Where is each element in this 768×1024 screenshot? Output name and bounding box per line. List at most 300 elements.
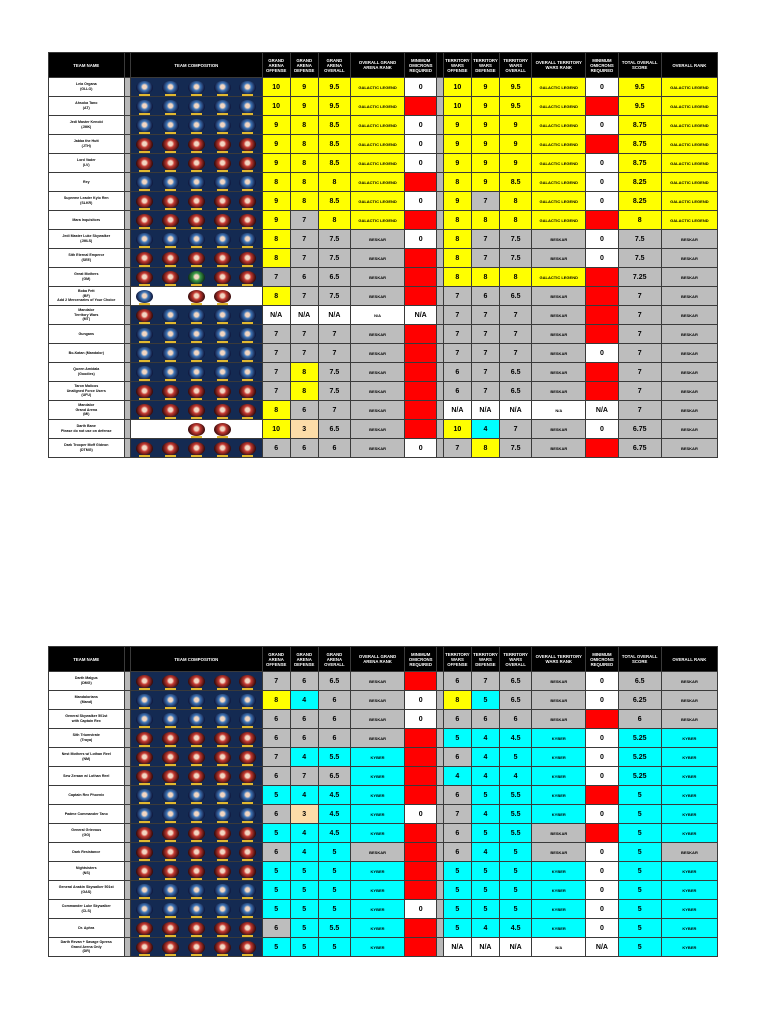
- total-score-cell: 5.25: [618, 729, 661, 748]
- team-name-cell: Sith Eternal Emperor (SEE): [49, 249, 125, 268]
- header-grand-arena-offense: GRAND ARENA OFFENSE: [262, 53, 290, 78]
- tw-rank-cell: BESKAR: [532, 420, 586, 439]
- character-portrait-icon: [162, 385, 179, 398]
- ga-offense-cell: 5: [262, 900, 290, 919]
- team-composition-cell: [131, 173, 263, 192]
- character-portrait-icon: [214, 846, 231, 859]
- ga-omicrons-cell: 1: [405, 97, 437, 116]
- ga-offense-cell: 7: [262, 672, 290, 691]
- team-name-cell: Sew Zeraan w/ Lothan Reel: [49, 767, 125, 786]
- character-portrait-icon: [162, 941, 179, 954]
- character-portrait-icon: [188, 328, 205, 341]
- tw-overall-cell: 9.5: [499, 97, 531, 116]
- character-portrait-icon: [162, 100, 179, 113]
- team-composition-cell: [131, 135, 263, 154]
- header-grand-arena-defense: GRAND ARENA DEFENSE: [290, 53, 318, 78]
- tw-defense-cell: 7: [471, 344, 499, 363]
- ga-rank-cell: N/A: [351, 306, 405, 325]
- character-portrait-icon: [136, 81, 153, 94]
- total-score-cell: 8.75: [618, 154, 661, 173]
- character-portrait-icon: [214, 922, 231, 935]
- team-composition-cell: [131, 249, 263, 268]
- character-portrait-icon: [136, 404, 153, 417]
- character-portrait-icon: [239, 100, 256, 113]
- tw-rank-cell: BESKAR: [532, 344, 586, 363]
- tw-omicrons-cell: 1: [586, 306, 618, 325]
- team-name-cell: Taron Malicos Unaligned Force Users (UFU): [49, 382, 125, 401]
- character-portrait-icon: [136, 100, 153, 113]
- overall-rank-cell: KYBER: [661, 881, 717, 900]
- character-portrait-icon: [162, 157, 179, 170]
- ga-defense-cell: 8: [290, 173, 318, 192]
- tw-offense-cell: 5: [443, 881, 471, 900]
- character-portrait-icon: [162, 423, 179, 436]
- tw-defense-cell: 5: [471, 900, 499, 919]
- tw-offense-cell: 6: [443, 363, 471, 382]
- tw-omicrons-cell: 0: [586, 767, 618, 786]
- tw-overall-cell: N/A: [499, 401, 531, 420]
- total-score-cell: 7.5: [618, 230, 661, 249]
- overall-rank-cell: BESKAR: [661, 420, 717, 439]
- ga-rank-cell: GALACTIC LEGEND: [351, 135, 405, 154]
- ga-overall-cell: 5: [318, 843, 350, 862]
- table-row: [49, 116, 718, 135]
- overall-rank-cell: BESKAR: [661, 249, 717, 268]
- team-composition-cell: [131, 843, 263, 862]
- ga-rank-cell: GALACTIC LEGEND: [351, 192, 405, 211]
- ga-omicrons-cell: 1: [405, 401, 437, 420]
- portrait-strip: [132, 421, 261, 438]
- portrait-strip: [132, 692, 261, 709]
- total-score-cell: 6: [618, 710, 661, 729]
- tw-omicrons-cell: 0: [586, 230, 618, 249]
- overall-rank-cell: BESKAR: [661, 268, 717, 287]
- character-portrait-icon: [188, 713, 205, 726]
- character-portrait-icon: [136, 808, 153, 821]
- table-row: [49, 691, 718, 710]
- character-portrait-icon: [214, 865, 231, 878]
- ga-omicrons-cell: 0: [405, 192, 437, 211]
- character-portrait-icon: [239, 922, 256, 935]
- overall-rank-cell: KYBER: [661, 729, 717, 748]
- table-row: [49, 97, 718, 116]
- ga-defense-cell: 6: [290, 268, 318, 287]
- overall-rank-cell: KYBER: [661, 824, 717, 843]
- total-score-cell: 7.25: [618, 268, 661, 287]
- character-portrait-icon: [214, 423, 231, 436]
- tw-defense-cell: 4: [471, 748, 499, 767]
- tw-rank-cell: KYBER: [532, 748, 586, 767]
- header-team-composition: TEAM COMPOSITION: [131, 647, 263, 672]
- character-portrait-icon: [162, 884, 179, 897]
- tw-offense-cell: 10: [443, 97, 471, 116]
- team-name-cell: Lord Vader (LV): [49, 154, 125, 173]
- ga-omicrons-cell: N/A: [405, 306, 437, 325]
- ga-offense-cell: 7: [262, 268, 290, 287]
- team-name-cell: Nightsisters (NS): [49, 862, 125, 881]
- ga-rank-cell: GALACTIC LEGEND: [351, 97, 405, 116]
- ga-defense-cell: 8: [290, 192, 318, 211]
- character-portrait-icon: [214, 694, 231, 707]
- table-row: [49, 919, 718, 938]
- total-score-cell: 9.5: [618, 78, 661, 97]
- team-composition-cell: [131, 344, 263, 363]
- character-portrait-icon: [214, 214, 231, 227]
- ga-omicrons-cell: 0: [405, 230, 437, 249]
- character-portrait-icon: [188, 290, 205, 303]
- character-portrait-icon: [239, 404, 256, 417]
- overall-rank-cell: KYBER: [661, 805, 717, 824]
- ga-rank-cell: BESKAR: [351, 729, 405, 748]
- ga-offense-cell: 7: [262, 325, 290, 344]
- tw-overall-cell: 4.5: [499, 729, 531, 748]
- character-portrait-icon: [188, 404, 205, 417]
- portrait-strip: [132, 673, 261, 690]
- character-portrait-icon: [162, 922, 179, 935]
- overall-rank-cell: BESKAR: [661, 325, 717, 344]
- character-portrait-icon: [239, 157, 256, 170]
- ga-defense-cell: 6: [290, 401, 318, 420]
- ga-omicrons-cell: 1: [405, 344, 437, 363]
- character-portrait-icon: [214, 404, 231, 417]
- tw-defense-cell: 8: [471, 211, 499, 230]
- tw-overall-cell: 6.5: [499, 363, 531, 382]
- header-overall-grand-arena-rank: OVERALL GRAND ARENA RANK: [351, 647, 405, 672]
- tw-rank-cell: KYBER: [532, 767, 586, 786]
- ga-rank-cell: BESKAR: [351, 420, 405, 439]
- overall-rank-cell: KYBER: [661, 900, 717, 919]
- tw-overall-cell: 4.5: [499, 919, 531, 938]
- team-name-cell: Commander Luke Skywalker (CLS): [49, 900, 125, 919]
- character-portrait-icon: [214, 732, 231, 745]
- character-portrait-icon: [136, 922, 153, 935]
- character-portrait-icon: [188, 214, 205, 227]
- team-name-cell: Darth Bane Please do not use on defense: [49, 420, 125, 439]
- portrait-strip: [132, 768, 261, 785]
- ga-rank-cell: BESKAR: [351, 230, 405, 249]
- tw-overall-cell: 5.5: [499, 786, 531, 805]
- tw-defense-cell: 7: [471, 382, 499, 401]
- character-portrait-icon: [214, 713, 231, 726]
- ga-omicrons-cell: 2: [405, 919, 437, 938]
- ga-overall-cell: 9.5: [318, 97, 350, 116]
- character-portrait-icon: [136, 789, 153, 802]
- overall-rank-cell: GALACTIC LEGEND: [661, 154, 717, 173]
- tw-offense-cell: N/A: [443, 938, 471, 957]
- portrait-strip: [132, 730, 261, 747]
- overall-rank-cell: KYBER: [661, 919, 717, 938]
- ga-overall-cell: 7.5: [318, 382, 350, 401]
- ga-defense-cell: 7: [290, 344, 318, 363]
- ga-rank-cell: GALACTIC LEGEND: [351, 78, 405, 97]
- character-portrait-icon: [239, 941, 256, 954]
- table-row: [49, 881, 718, 900]
- ga-rank-cell: KYBER: [351, 805, 405, 824]
- header-team-composition: TEAM COMPOSITION: [131, 53, 263, 78]
- ga-rank-cell: KYBER: [351, 748, 405, 767]
- character-portrait-icon: [188, 827, 205, 840]
- tier-list-sheet-1: [48, 52, 718, 458]
- team-name-cell: Jedi Master Luke Skywalker (JMLS): [49, 230, 125, 249]
- tw-offense-cell: 5: [443, 919, 471, 938]
- character-portrait-icon: [162, 846, 179, 859]
- character-portrait-icon: [214, 100, 231, 113]
- ga-defense-cell: 3: [290, 805, 318, 824]
- total-score-cell: 6.5: [618, 672, 661, 691]
- tw-defense-cell: 7: [471, 325, 499, 344]
- ga-defense-cell: 8: [290, 363, 318, 382]
- overall-rank-cell: BESKAR: [661, 382, 717, 401]
- tw-rank-cell: BESKAR: [532, 325, 586, 344]
- character-portrait-icon: [188, 846, 205, 859]
- character-portrait-icon: [214, 770, 231, 783]
- tw-defense-cell: 4: [471, 805, 499, 824]
- ga-rank-cell: BESKAR: [351, 710, 405, 729]
- team-name-cell: Darth Revan + Savage Opress Grand Arena Only (DR): [49, 938, 125, 957]
- header-row: [49, 647, 718, 672]
- character-portrait-icon: [162, 328, 179, 341]
- overall-rank-cell: GALACTIC LEGEND: [661, 135, 717, 154]
- character-portrait-icon: [162, 732, 179, 745]
- tw-defense-cell: N/A: [471, 938, 499, 957]
- character-portrait-icon: [162, 252, 179, 265]
- portrait-strip: [132, 440, 261, 457]
- ga-rank-cell: BESKAR: [351, 249, 405, 268]
- tw-rank-cell: BESKAR: [532, 363, 586, 382]
- tw-rank-cell: GALACTIC LEGEND: [532, 268, 586, 287]
- team-composition-cell: [131, 420, 263, 439]
- total-score-cell: 5: [618, 824, 661, 843]
- table-row: [49, 306, 718, 325]
- ga-omicrons-cell: 1: [405, 767, 437, 786]
- tw-overall-cell: 6: [499, 710, 531, 729]
- ga-offense-cell: 8: [262, 287, 290, 306]
- total-score-cell: 5: [618, 862, 661, 881]
- team-name-cell: Gungans: [49, 325, 125, 344]
- tw-overall-cell: 6.5: [499, 382, 531, 401]
- character-portrait-icon: [162, 366, 179, 379]
- tw-offense-cell: 6: [443, 786, 471, 805]
- ga-overall-cell: 6.5: [318, 767, 350, 786]
- character-portrait-icon: [188, 922, 205, 935]
- tw-overall-cell: 8: [499, 211, 531, 230]
- tw-omicrons-cell: 0: [586, 748, 618, 767]
- portrait-strip: [132, 882, 261, 899]
- total-score-cell: 8.25: [618, 173, 661, 192]
- team-name-cell: Mandalorians (Mand): [49, 691, 125, 710]
- character-portrait-icon: [136, 827, 153, 840]
- portrait-strip: [132, 250, 261, 267]
- character-portrait-icon: [188, 751, 205, 764]
- character-portrait-icon: [136, 347, 153, 360]
- ga-overall-cell: 8: [318, 211, 350, 230]
- ga-overall-cell: 8.5: [318, 192, 350, 211]
- overall-rank-cell: BESKAR: [661, 363, 717, 382]
- team-name-cell: Sith Triumvirate (Traya): [49, 729, 125, 748]
- tw-rank-cell: BESKAR: [532, 824, 586, 843]
- character-portrait-icon: [214, 827, 231, 840]
- table-row: [49, 78, 718, 97]
- character-portrait-icon: [214, 119, 231, 132]
- tw-defense-cell: 5: [471, 881, 499, 900]
- ga-rank-cell: BESKAR: [351, 287, 405, 306]
- tier-list-sheet-2: [48, 646, 718, 957]
- tw-rank-cell: BESKAR: [532, 843, 586, 862]
- tw-offense-cell: 7: [443, 805, 471, 824]
- character-portrait-icon: [162, 827, 179, 840]
- tw-offense-cell: 7: [443, 344, 471, 363]
- ga-offense-cell: 6: [262, 439, 290, 458]
- tw-rank-cell: BESKAR: [532, 710, 586, 729]
- overall-rank-cell: BESKAR: [661, 672, 717, 691]
- overall-rank-cell: GALACTIC LEGEND: [661, 97, 717, 116]
- character-portrait-icon: [188, 233, 205, 246]
- ga-overall-cell: 7: [318, 325, 350, 344]
- overall-rank-cell: BESKAR: [661, 710, 717, 729]
- ga-defense-cell: 7: [290, 287, 318, 306]
- portrait-strip: [132, 920, 261, 937]
- character-portrait-icon: [136, 442, 153, 455]
- character-portrait-icon: [162, 404, 179, 417]
- ga-offense-cell: N/A: [262, 306, 290, 325]
- tw-omicrons-cell: 0: [586, 881, 618, 900]
- ga-omicrons-cell: 0: [405, 154, 437, 173]
- total-score-cell: 7: [618, 344, 661, 363]
- team-composition-cell: [131, 786, 263, 805]
- tw-omicrons-cell: 1: [586, 824, 618, 843]
- portrait-strip: [132, 345, 261, 362]
- ga-defense-cell: 4: [290, 748, 318, 767]
- ga-offense-cell: 10: [262, 78, 290, 97]
- character-portrait-icon: [136, 195, 153, 208]
- ga-rank-cell: KYBER: [351, 824, 405, 843]
- team-name-cell: Mandalor Territory Wars (MT): [49, 306, 125, 325]
- character-portrait-icon: [162, 442, 179, 455]
- ga-offense-cell: 7: [262, 382, 290, 401]
- ga-defense-cell: 4: [290, 824, 318, 843]
- team-composition-cell: [131, 672, 263, 691]
- overall-rank-cell: BESKAR: [661, 401, 717, 420]
- table-row: [49, 249, 718, 268]
- character-portrait-icon: [136, 252, 153, 265]
- table-row: [49, 135, 718, 154]
- tw-omicrons-cell: 0: [586, 173, 618, 192]
- character-portrait-icon: [214, 808, 231, 821]
- team-name-cell: Jedi Master Kenobi (JMK): [49, 116, 125, 135]
- ga-overall-cell: 6.5: [318, 268, 350, 287]
- overall-rank-cell: GALACTIC LEGEND: [661, 78, 717, 97]
- character-portrait-icon: [239, 675, 256, 688]
- header-team-name: TEAM NAME: [49, 647, 125, 672]
- team-name-cell: Dark Trooper Moff Gideon (DTMG): [49, 439, 125, 458]
- tw-offense-cell: 9: [443, 192, 471, 211]
- ga-offense-cell: 6: [262, 919, 290, 938]
- header-overall-territory-wars-rank: OVERALL TERRITORY WARS RANK: [532, 53, 586, 78]
- ga-overall-cell: 7: [318, 344, 350, 363]
- tw-offense-cell: 6: [443, 824, 471, 843]
- table-row: [49, 230, 718, 249]
- tw-offense-cell: 7: [443, 306, 471, 325]
- tw-offense-cell: 8: [443, 230, 471, 249]
- character-portrait-icon: [162, 138, 179, 151]
- tw-offense-cell: 9: [443, 135, 471, 154]
- ga-omicrons-cell: 1: [405, 748, 437, 767]
- tw-defense-cell: 4: [471, 420, 499, 439]
- team-name-cell: Mara Inquisitors: [49, 211, 125, 230]
- character-portrait-icon: [136, 290, 153, 303]
- ga-overall-cell: 5.5: [318, 919, 350, 938]
- character-portrait-icon: [188, 423, 205, 436]
- tw-overall-cell: 7.5: [499, 230, 531, 249]
- tw-rank-cell: GALACTIC LEGEND: [532, 97, 586, 116]
- overall-rank-cell: KYBER: [661, 748, 717, 767]
- header-tw-minimum-omicrons: MINIMUM OMICRONS REQUIRED: [586, 53, 618, 78]
- table-row: [49, 363, 718, 382]
- tw-defense-cell: 5: [471, 862, 499, 881]
- overall-rank-cell: GALACTIC LEGEND: [661, 116, 717, 135]
- team-name-cell: Great Mothers (GM): [49, 268, 125, 287]
- tw-offense-cell: 10: [443, 420, 471, 439]
- tw-offense-cell: 6: [443, 710, 471, 729]
- tw-omicrons-cell: 0: [586, 691, 618, 710]
- character-portrait-icon: [136, 732, 153, 745]
- ga-omicrons-cell: 0: [405, 439, 437, 458]
- tw-rank-cell: KYBER: [532, 919, 586, 938]
- tw-omicrons-cell: 3: [586, 710, 618, 729]
- tw-overall-cell: 5: [499, 862, 531, 881]
- table-row: [49, 344, 718, 363]
- ga-defense-cell: N/A: [290, 306, 318, 325]
- character-portrait-icon: [136, 119, 153, 132]
- tw-rank-cell: BESKAR: [532, 306, 586, 325]
- tw-omicrons-cell: 0: [586, 344, 618, 363]
- ga-overall-cell: 6.5: [318, 420, 350, 439]
- ga-defense-cell: 6: [290, 710, 318, 729]
- ga-defense-cell: 7: [290, 211, 318, 230]
- character-portrait-icon: [214, 309, 231, 322]
- character-portrait-icon: [136, 865, 153, 878]
- tw-rank-cell: GALACTIC LEGEND: [532, 173, 586, 192]
- tw-defense-cell: 4: [471, 767, 499, 786]
- tw-overall-cell: 7.5: [499, 249, 531, 268]
- table-row: [49, 824, 718, 843]
- character-portrait-icon: [162, 675, 179, 688]
- header-total-overall-score: TOTAL OVERALL SCORE: [618, 647, 661, 672]
- ga-overall-cell: 6: [318, 710, 350, 729]
- tw-rank-cell: N/A: [532, 938, 586, 957]
- total-score-cell: 5: [618, 805, 661, 824]
- ga-omicrons-cell: 1: [405, 249, 437, 268]
- table-row: [49, 938, 718, 957]
- ga-rank-cell: BESKAR: [351, 344, 405, 363]
- tw-overall-cell: 5: [499, 748, 531, 767]
- character-portrait-icon: [188, 385, 205, 398]
- tw-rank-cell: KYBER: [532, 881, 586, 900]
- portrait-strip: [132, 117, 261, 134]
- ga-rank-cell: BESKAR: [351, 268, 405, 287]
- header-tw-minimum-omicrons: MINIMUM OMICRONS REQUIRED: [586, 647, 618, 672]
- ga-omicrons-cell: 0: [405, 691, 437, 710]
- table-row: [49, 154, 718, 173]
- ga-rank-cell: BESKAR: [351, 382, 405, 401]
- team-name-cell: Boba Fett (BF) Add 2 Mercenaries of Your Choice: [49, 287, 125, 306]
- ga-defense-cell: 5: [290, 919, 318, 938]
- team-composition-cell: [131, 268, 263, 287]
- team-composition-cell: [131, 211, 263, 230]
- ga-overall-cell: 7: [318, 401, 350, 420]
- tw-defense-cell: 9: [471, 97, 499, 116]
- character-portrait-icon: [162, 789, 179, 802]
